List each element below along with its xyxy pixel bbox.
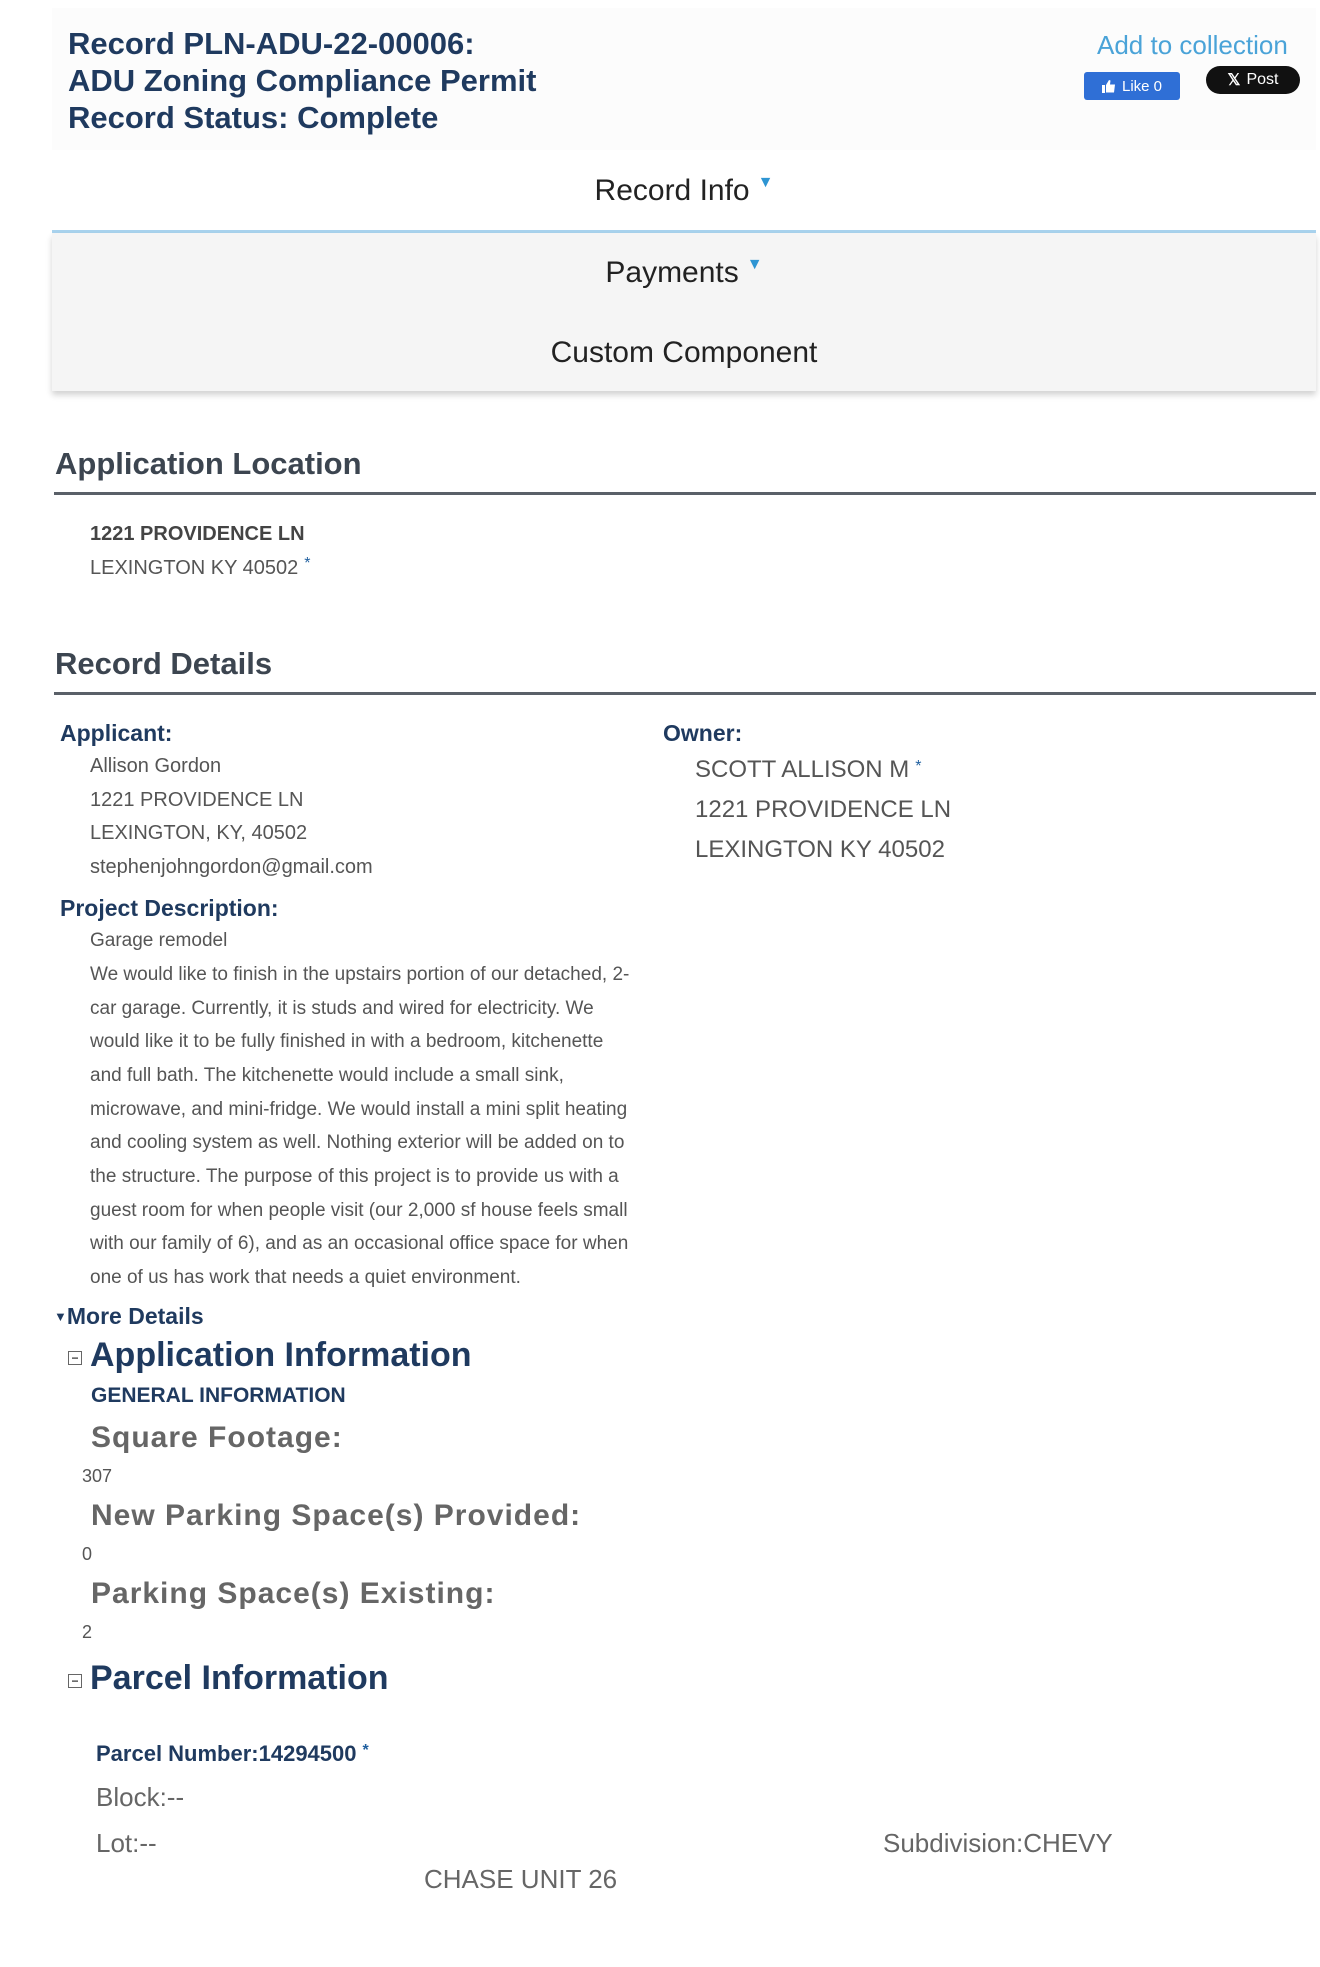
application-information-toggle[interactable] <box>68 1336 472 1375</box>
square-footage-label: Square Footage: <box>91 1421 343 1454</box>
description-line: car garage. Currently, it is studs and wired for electricity. We <box>90 998 594 1019</box>
add-to-collection-link[interactable]: Add to collection <box>1097 30 1288 60</box>
description-line: the structure. The purpose of this project is to provide us with a <box>90 1166 619 1187</box>
new-parking-label: New Parking Space(s) Provided: <box>91 1499 582 1532</box>
location-address-line2: LEXINGTON KY 40502 * <box>90 555 311 579</box>
record-number: Record PLN-ADU-22-00006: <box>68 26 475 61</box>
parcel-number: Parcel Number:14294500 * <box>96 1741 369 1766</box>
tab-record-info[interactable] <box>52 152 1316 233</box>
owner-name: SCOTT ALLISON M * <box>695 756 922 783</box>
applicant-address-line2: LEXINGTON, KY, 40502 <box>90 822 308 844</box>
existing-parking-label: Parking Space(s) Existing: <box>91 1577 496 1610</box>
existing-parking-value: 2 <box>82 1622 93 1642</box>
permit-type: ADU Zoning Compliance Permit <box>68 63 537 98</box>
thumbs-up-icon <box>1102 80 1116 93</box>
project-title: Garage remodel <box>90 930 228 951</box>
record-details-title: Record Details <box>55 646 273 681</box>
applicant-label: Applicant: <box>60 720 173 746</box>
record-status: Record Status: Complete <box>68 100 439 135</box>
parcel-subdivision-continued: CHASE UNIT 26 <box>424 1864 618 1894</box>
collapse-icon: − <box>68 1351 82 1365</box>
new-parking-value: 0 <box>82 1544 93 1564</box>
description-line: with our family of 6), and as an occasional office space for when <box>90 1233 629 1254</box>
caret-down-icon: ▼ <box>54 1309 67 1324</box>
more-details-toggle[interactable]: ▼More Details <box>54 1303 204 1329</box>
parcel-lot: Lot:-- <box>96 1828 157 1858</box>
tab-custom-component[interactable] <box>52 320 1316 386</box>
caret-down-icon: ▼ <box>757 174 774 191</box>
tab-payments-label: Payments <box>605 256 739 289</box>
applicant-email: stephenjohngordon@gmail.com <box>90 856 373 878</box>
required-star-icon: * <box>362 1742 369 1759</box>
section-divider <box>54 492 1316 495</box>
project-description-label: Project Description: <box>60 895 279 921</box>
square-footage-value: 307 <box>82 1466 113 1486</box>
x-post-button[interactable] <box>1206 66 1300 94</box>
section-divider <box>54 692 1316 695</box>
owner-address-line2: LEXINGTON KY 40502 <box>695 836 945 863</box>
parcel-information-title: Parcel Information <box>90 1659 389 1697</box>
description-line: one of us has work that needs a quiet environment. <box>90 1267 521 1288</box>
facebook-like-button[interactable] <box>1084 72 1180 100</box>
required-star-icon: * <box>304 555 311 572</box>
applicant-address-line1: 1221 PROVIDENCE LN <box>90 789 304 811</box>
description-line: and full bath. The kitchenette would include a small sink, <box>90 1065 564 1086</box>
collapse-icon: − <box>68 1674 82 1688</box>
tab-custom-component-label: Custom Component <box>550 336 818 369</box>
description-line: microwave, and mini-fridge. We would install a mini split heating <box>90 1099 628 1120</box>
post-label: Post <box>1246 71 1279 88</box>
description-line: guest room for when people visit (our 2,000 sf house feels small <box>90 1200 628 1221</box>
owner-address-line1: 1221 PROVIDENCE LN <box>695 796 952 823</box>
description-line: and cooling system as well. Nothing exterior will be added on to <box>90 1132 625 1153</box>
like-label: Like 0 <box>1121 77 1163 95</box>
application-location-title: Application Location <box>55 446 362 481</box>
tab-payments[interactable] <box>52 240 1316 306</box>
caret-down-icon: ▼ <box>746 256 763 273</box>
parcel-block: Block:-- <box>96 1782 185 1812</box>
x-logo-icon: 𝕏 <box>1227 72 1241 89</box>
location-address-line1: 1221 PROVIDENCE LN <box>90 523 305 545</box>
tab-record-info-label: Record Info <box>594 174 750 207</box>
applicant-name: Allison Gordon <box>90 755 222 777</box>
general-information-heading: GENERAL INFORMATION <box>91 1384 346 1407</box>
parcel-information-toggle[interactable] <box>68 1659 389 1698</box>
description-line: We would like to finish in the upstairs portion of our detached, 2- <box>90 964 630 985</box>
owner-label: Owner: <box>663 720 743 746</box>
description-line: would like it to be fully finished in with a bedroom, kitchenette <box>90 1031 604 1052</box>
required-star-icon: * <box>915 758 922 775</box>
parcel-subdivision: Subdivision:CHEVY <box>883 1828 1113 1858</box>
application-information-title: Application Information <box>90 1336 472 1374</box>
